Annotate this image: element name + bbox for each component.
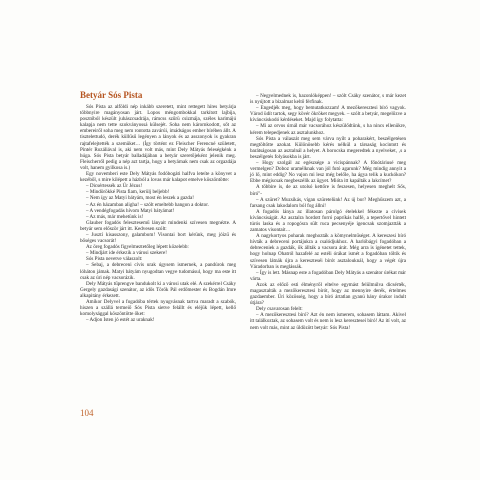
paragraph: A fogadós lánya az illatosan párolgó ételekkel fékezte a cívisek kíváncsiságát. Az asztalra hordott forró papríkás halfé, a tepertővel hintett túrós laska és a ropogósra sült ruca pecsenyéje igencsak szomjaztták a zamatos visontait… xyxy=(250,208,406,234)
paragraph: – Mindörökké Pista fiam, kerülj beljebb! xyxy=(86,189,170,196)
paragraph: – Mindjárt ide érkezik a városi szekere! xyxy=(86,250,167,257)
paragraph: A többire is, de az utolsó kettőre is feszesen, helyesen meghelt Sős, bíró"- xyxy=(250,184,406,197)
paragraph: Dely csavarosan felelt: xyxy=(256,306,303,313)
page-number: 104 xyxy=(80,408,94,418)
paragraph: Sós Pista az alföldi nép inkább szeretett, mint rettegett híres betyárja többnyire magányosan járt. Lopos méngombokkal tarkított lajbija, posztóból készült juhászcsadrája, rámcss szűrü csizmája, széles karimájú kalapja nem tette szokványossá külsejét. Soha nem kárornkodott, sőt az embereiről soha meg nem rontotta zavárúi, imádságos ember bírében állt. A tisztelettudó, derék küllűsű legényen a lányok és az asszonyok is gyakran rajtafelejtették a szemüket… (Így történt ez Fleischer Ferencné született, Pintér Rozáliával is, aki nem volt más, mint Dely Mátyás feleségkénk a húga. Sós Pista betyár balladájában a betyár szeretőjeként jelenik meg. Fleischerről pedig a nép azt tartja, hogy a betyárnak nem csak az orgazdája volt, hanem gyilkosa is.) xyxy=(80,104,236,171)
right-column xyxy=(250,93,406,331)
paragraph: Az öreg fogadós figyelmeztetőleg lépett közelebb: xyxy=(86,244,189,251)
paragraph: – Jusztí kisasszony, galambom! Visontai bort kérünk, meg jóízű és bőséges vacsorát! xyxy=(80,231,236,245)
paragraph: – Nem így az Matyi bátyám, most én leszek a gazda! xyxy=(86,195,194,202)
page-title: Betyár Sós Pista xyxy=(80,90,143,100)
paragraph: – Sebaj, a debreceni cívis urak úgysem ismernek, a pandúrok meg lóháton jámak. Matyi bátyám nyugodtan vegye tudomásul, hogy ma este itt csak az úri nép vacsorázik. xyxy=(80,262,236,281)
paragraph: – Az én házamban aligha! – szólt emeltebb hangon a doktor. xyxy=(86,201,209,208)
paragraph: Amikor Delyvel a fogadóba tértek nyugvásnak tartva maradt a szabók, hiszen a szállá termeiő Sós Pista sietve felállt és eléjük lépett, kellő komolysággal köszöntötte őket: xyxy=(80,299,236,318)
paragraph: – Dicsértessék az Úr Jézus! xyxy=(86,183,143,190)
left-paragraphs xyxy=(80,104,236,323)
paragraph: – Negyelmednek is, hazonlóképpen! – szólt Csáky szenátor, s már kezet is nyújtott a bizalmat keltő férfinak. xyxy=(250,93,406,106)
paragraph: Dely Mátyás tűprengve bandukolt ki a városi utak elé. A szekérrel Csáky Gergely gazdasági szenátor, az idős Török Pál erdőmester és Bogdán Imre alkapitány érkezett. xyxy=(80,280,236,299)
paragraph: – Hogy szolgál az egészsége a vicispánnak? A főnótáriusé meg vermelgen? Doboz uramélknak van jól futó agarunk? Még mindig annyit a jó lő, mint eddig? No vajon mi lesz még belőle, ha ágya telik a kuckókon? Ebbe mégiscsak megbeszélik az ügyet. Mióta itt kapálták a lakcímet? xyxy=(250,160,406,185)
paragraph: – Mi az orvos úrnál már vacsorához készülődtünk, s ha nincs ellenükre, kérem telepedjenek az asztalunkhoz. xyxy=(250,123,406,136)
paragraph: Egy novemberi este Dely Mátyás fodóbogáti halfva leteíte a könyvet a kezéből, s mire kilépett a házból a lovas már kalapot emelve köszöntötte: xyxy=(80,171,236,184)
paragraph: – Így is lett. Másnap este a fogadóban Dely Mátyás a szenátor úrékat már várta. xyxy=(250,269,406,282)
paragraph: Glauber fogadós felesztesemű lányait mindenki szívesen megnézte. A betyár sem először járt itt. Kedvesen szólt: xyxy=(80,219,236,232)
paragraph: A nagykortyos poharak meghozták a kömynelműséget. A kereszesi bíró hívták a debreceni portájukra a csalódjukhoz. A harlóbágyi fogadóban a debreceniek a gazdák, ők állták a vacsora árát. Még arra is igénetet tettek, hogy holnap Ohatról hazafelé az estéli órákat ismét a fogadóban töltik és szívesen látnák újra a kereszteséi bírót asztalouknál, hogy a végét újra Váradorban is meglássák. xyxy=(250,233,406,270)
paragraph: Sós Pista a válaszát meg sem várva nyílt a poharakért, beszélgetésen megtöltötte azokat. Különösebb kérés nélkül a társaság kocintott és barátságosan az asztalnál a helyet. A borocska megeredtek a nyelveket, ‚s a beszélgetés folyásokba is járt. xyxy=(250,135,406,160)
paragraph: – Engedjék meg, hogy bemutatkozzam! A mezőkeresztesi bíró vagyok. Várod üdít tartok, segy kövér ökröket megyek. – szólt a betyár, megelőzve a kíváncsiskodó kérdéseket. Majd így folytatta: xyxy=(250,105,406,124)
paragraph: – A szüret? Muzsikás, vígan szüretelünk! Az új bor? Meghűszem azt, a farsang csak lakodalom ból fog állni! xyxy=(250,196,406,209)
paragraph: – Az más, már mehetünk is! xyxy=(86,213,144,220)
paragraph: Azok az előző esti élményről eltelve egymást felülmúlva dicsérték, magasztalták a mezőkeresztesi bírót, hogy az mennyire derék, értelmes gazdaember. Úri közösség, hogy a bíró ártatlan gyanú hány órakor indult útjára? xyxy=(250,281,406,307)
left-column xyxy=(80,90,236,323)
paragraph: – A mezőkeresztesi bíró? Azt én nem ismerem, sohasem láttam. Akivel itt találkoztak, az sohasem volt és nem is lesz kereszteseí bíró! Az ití volt, az nem volt más, mint az üldözött betyár: Sós Pista! xyxy=(250,312,406,331)
paragraph: Sós Pista nevetve válaszolt: xyxy=(86,256,143,263)
right-paragraphs xyxy=(250,93,406,331)
paragraph: – A vendégfogadás hívom Matyi bátyámat! xyxy=(86,207,175,214)
paragraph: – Adjon Isten jó estét az uraknak! xyxy=(86,317,155,324)
